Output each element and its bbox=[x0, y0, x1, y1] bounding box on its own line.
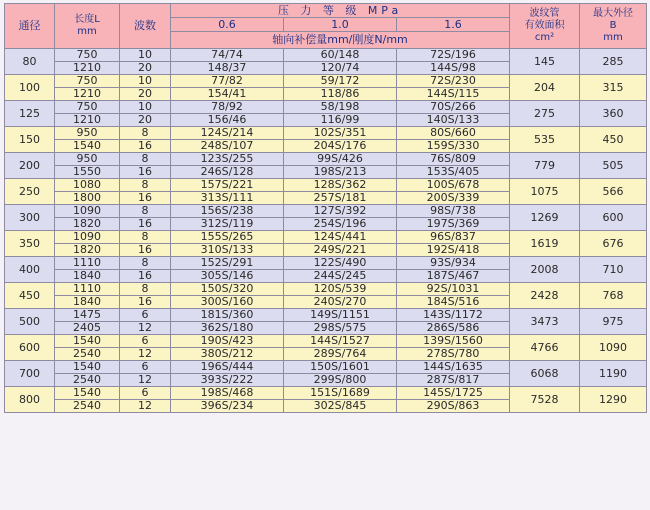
cell-dn: 100 bbox=[5, 75, 55, 101]
cell-length: 1540 bbox=[55, 361, 120, 374]
cell-waves: 10 bbox=[120, 75, 171, 88]
cell-dn: 500 bbox=[5, 309, 55, 335]
cell-dn: 400 bbox=[5, 257, 55, 283]
cell-dn: 200 bbox=[5, 153, 55, 179]
od-title: 最大外径 bbox=[593, 8, 634, 19]
cell-p06: 150S/320 bbox=[171, 283, 284, 296]
cell-p10: 128S/362 bbox=[284, 179, 397, 192]
cell-p06: 380S/212 bbox=[171, 348, 284, 361]
cell-p10: 302S/845 bbox=[284, 400, 397, 413]
cell-p16: 140S/133 bbox=[397, 114, 510, 127]
cell-waves: 8 bbox=[120, 205, 171, 218]
cell-dn: 300 bbox=[5, 205, 55, 231]
area-title-2: 有效面积 bbox=[524, 20, 565, 31]
cell-p10: 59/172 bbox=[284, 75, 397, 88]
stiffness-header: 轴向补偿量mm/刚度N/mm bbox=[171, 32, 510, 49]
cell-length: 1800 bbox=[55, 192, 120, 205]
table-row bbox=[5, 361, 647, 374]
cell-waves: 8 bbox=[120, 179, 171, 192]
cell-p06: 156/46 bbox=[171, 114, 284, 127]
od-symbol: B bbox=[609, 20, 617, 31]
cell-p06: 78/92 bbox=[171, 101, 284, 114]
cell-p16: 96S/837 bbox=[397, 231, 510, 244]
table-body bbox=[5, 49, 647, 413]
cell-p10: 244S/245 bbox=[284, 270, 397, 283]
cell-max-od: 505 bbox=[580, 153, 647, 179]
cell-effective-area: 1269 bbox=[510, 205, 580, 231]
cell-dn: 125 bbox=[5, 101, 55, 127]
cell-p10: 257S/181 bbox=[284, 192, 397, 205]
cell-p16: 290S/863 bbox=[397, 400, 510, 413]
cell-p16: 139S/1560 bbox=[397, 335, 510, 348]
cell-max-od: 600 bbox=[580, 205, 647, 231]
cell-p16: 200S/339 bbox=[397, 192, 510, 205]
cell-effective-area: 204 bbox=[510, 75, 580, 101]
cell-waves: 20 bbox=[120, 88, 171, 101]
length-label: 长度L bbox=[74, 14, 100, 25]
cell-max-od: 566 bbox=[580, 179, 647, 205]
cell-p16: 100S/678 bbox=[397, 179, 510, 192]
cell-dn: 600 bbox=[5, 335, 55, 361]
cell-waves: 6 bbox=[120, 361, 171, 374]
cell-length: 1840 bbox=[55, 270, 120, 283]
col-header-effective-area bbox=[510, 4, 580, 49]
cell-p10: 198S/213 bbox=[284, 166, 397, 179]
cell-dn: 800 bbox=[5, 387, 55, 413]
table-row bbox=[5, 231, 647, 244]
cell-waves: 8 bbox=[120, 153, 171, 166]
cell-waves: 16 bbox=[120, 218, 171, 231]
od-unit: mm bbox=[603, 32, 623, 43]
cell-max-od: 710 bbox=[580, 257, 647, 283]
cell-p06: 396S/234 bbox=[171, 400, 284, 413]
cell-p06: 190S/423 bbox=[171, 335, 284, 348]
cell-length: 1820 bbox=[55, 218, 120, 231]
cell-waves: 16 bbox=[120, 166, 171, 179]
table-row bbox=[5, 179, 647, 192]
cell-p16: 197S/369 bbox=[397, 218, 510, 231]
cell-waves: 16 bbox=[120, 270, 171, 283]
col-header-max-od bbox=[580, 4, 647, 49]
cell-p06: 362S/180 bbox=[171, 322, 284, 335]
cell-max-od: 676 bbox=[580, 231, 647, 257]
cell-waves: 12 bbox=[120, 348, 171, 361]
cell-waves: 10 bbox=[120, 101, 171, 114]
cell-p10: 116/99 bbox=[284, 114, 397, 127]
cell-p10: 151S/1689 bbox=[284, 387, 397, 400]
cell-length: 1090 bbox=[55, 231, 120, 244]
length-unit: mm bbox=[77, 26, 97, 37]
cell-p16: 153S/405 bbox=[397, 166, 510, 179]
table-header bbox=[5, 4, 647, 49]
cell-p10: 254S/196 bbox=[284, 218, 397, 231]
cell-effective-area: 1619 bbox=[510, 231, 580, 257]
cell-max-od: 975 bbox=[580, 309, 647, 335]
cell-length: 2540 bbox=[55, 400, 120, 413]
cell-max-od: 360 bbox=[580, 101, 647, 127]
cell-waves: 10 bbox=[120, 49, 171, 62]
pressure-grade-header: 压 力 等 级 MPa bbox=[171, 4, 510, 18]
cell-effective-area: 2428 bbox=[510, 283, 580, 309]
cell-waves: 12 bbox=[120, 374, 171, 387]
cell-length: 1540 bbox=[55, 140, 120, 153]
cell-p10: 60/148 bbox=[284, 49, 397, 62]
cell-p10: 150S/1601 bbox=[284, 361, 397, 374]
cell-p06: 152S/291 bbox=[171, 257, 284, 270]
table-row bbox=[5, 309, 647, 322]
cell-p06: 198S/468 bbox=[171, 387, 284, 400]
cell-length: 1540 bbox=[55, 335, 120, 348]
cell-effective-area: 4766 bbox=[510, 335, 580, 361]
cell-length: 1210 bbox=[55, 88, 120, 101]
cell-p16: 286S/586 bbox=[397, 322, 510, 335]
cell-dn: 450 bbox=[5, 283, 55, 309]
col-header-dn: 通径 bbox=[5, 4, 55, 49]
cell-dn: 700 bbox=[5, 361, 55, 387]
cell-p06: 248S/107 bbox=[171, 140, 284, 153]
cell-max-od: 1290 bbox=[580, 387, 647, 413]
table-row bbox=[5, 205, 647, 218]
table-row bbox=[5, 127, 647, 140]
cell-p10: 122S/490 bbox=[284, 257, 397, 270]
cell-length: 1210 bbox=[55, 114, 120, 127]
cell-length: 1110 bbox=[55, 283, 120, 296]
cell-p16: 144S/98 bbox=[397, 62, 510, 75]
cell-p16: 70S/266 bbox=[397, 101, 510, 114]
table-row bbox=[5, 101, 647, 114]
table-row bbox=[5, 153, 647, 166]
cell-dn: 350 bbox=[5, 231, 55, 257]
cell-length: 950 bbox=[55, 153, 120, 166]
cell-p10: 120/74 bbox=[284, 62, 397, 75]
cell-length: 1550 bbox=[55, 166, 120, 179]
cell-effective-area: 275 bbox=[510, 101, 580, 127]
cell-length: 1475 bbox=[55, 309, 120, 322]
cell-length: 1110 bbox=[55, 257, 120, 270]
cell-p10: 149S/1151 bbox=[284, 309, 397, 322]
cell-p16: 287S/817 bbox=[397, 374, 510, 387]
cell-p10: 118/86 bbox=[284, 88, 397, 101]
cell-p16: 143S/1172 bbox=[397, 309, 510, 322]
cell-p16: 184S/516 bbox=[397, 296, 510, 309]
pressure-1-6: 1.6 bbox=[397, 18, 510, 32]
cell-p16: 80S/660 bbox=[397, 127, 510, 140]
cell-p06: 300S/160 bbox=[171, 296, 284, 309]
cell-p16: 278S/780 bbox=[397, 348, 510, 361]
table-row bbox=[5, 283, 647, 296]
bellows-spec-table bbox=[4, 3, 647, 413]
cell-p06: 155S/265 bbox=[171, 231, 284, 244]
cell-dn: 80 bbox=[5, 49, 55, 75]
cell-p06: 123S/255 bbox=[171, 153, 284, 166]
cell-waves: 8 bbox=[120, 231, 171, 244]
cell-waves: 16 bbox=[120, 296, 171, 309]
cell-p06: 154/41 bbox=[171, 88, 284, 101]
table-row bbox=[5, 49, 647, 62]
cell-p10: 299S/800 bbox=[284, 374, 397, 387]
pressure-1-0: 1.0 bbox=[284, 18, 397, 32]
area-unit: cm² bbox=[534, 32, 555, 43]
cell-max-od: 1090 bbox=[580, 335, 647, 361]
table-row bbox=[5, 75, 647, 88]
cell-p16: 72S/196 bbox=[397, 49, 510, 62]
cell-p06: 181S/360 bbox=[171, 309, 284, 322]
table-row bbox=[5, 335, 647, 348]
cell-p10: 58/198 bbox=[284, 101, 397, 114]
cell-waves: 6 bbox=[120, 335, 171, 348]
cell-p10: 240S/270 bbox=[284, 296, 397, 309]
cell-dn: 150 bbox=[5, 127, 55, 153]
cell-p16: 92S/1031 bbox=[397, 283, 510, 296]
cell-effective-area: 3473 bbox=[510, 309, 580, 335]
cell-effective-area: 6068 bbox=[510, 361, 580, 387]
table-row bbox=[5, 257, 647, 270]
cell-length: 2540 bbox=[55, 348, 120, 361]
cell-p16: 98S/738 bbox=[397, 205, 510, 218]
cell-effective-area: 2008 bbox=[510, 257, 580, 283]
cell-p16: 145S/1725 bbox=[397, 387, 510, 400]
cell-p16: 93S/934 bbox=[397, 257, 510, 270]
cell-waves: 6 bbox=[120, 387, 171, 400]
col-header-waves: 波数 bbox=[120, 4, 171, 49]
cell-waves: 6 bbox=[120, 309, 171, 322]
cell-max-od: 768 bbox=[580, 283, 647, 309]
cell-length: 750 bbox=[55, 49, 120, 62]
cell-p10: 102S/351 bbox=[284, 127, 397, 140]
cell-waves: 20 bbox=[120, 62, 171, 75]
cell-p06: 246S/128 bbox=[171, 166, 284, 179]
cell-p16: 144S/115 bbox=[397, 88, 510, 101]
cell-length: 1080 bbox=[55, 179, 120, 192]
cell-length: 750 bbox=[55, 101, 120, 114]
cell-waves: 16 bbox=[120, 140, 171, 153]
cell-p06: 156S/238 bbox=[171, 205, 284, 218]
cell-p06: 393S/222 bbox=[171, 374, 284, 387]
cell-length: 1090 bbox=[55, 205, 120, 218]
cell-waves: 16 bbox=[120, 244, 171, 257]
cell-max-od: 315 bbox=[580, 75, 647, 101]
cell-waves: 8 bbox=[120, 257, 171, 270]
cell-p06: 310S/133 bbox=[171, 244, 284, 257]
cell-length: 1820 bbox=[55, 244, 120, 257]
cell-p06: 305S/146 bbox=[171, 270, 284, 283]
cell-p10: 99S/426 bbox=[284, 153, 397, 166]
cell-p16: 159S/330 bbox=[397, 140, 510, 153]
cell-length: 750 bbox=[55, 75, 120, 88]
cell-effective-area: 145 bbox=[510, 49, 580, 75]
cell-p06: 313S/111 bbox=[171, 192, 284, 205]
col-header-length bbox=[55, 4, 120, 49]
cell-length: 2405 bbox=[55, 322, 120, 335]
cell-max-od: 285 bbox=[580, 49, 647, 75]
cell-length: 1210 bbox=[55, 62, 120, 75]
cell-effective-area: 779 bbox=[510, 153, 580, 179]
cell-p16: 187S/467 bbox=[397, 270, 510, 283]
cell-effective-area: 1075 bbox=[510, 179, 580, 205]
cell-effective-area: 7528 bbox=[510, 387, 580, 413]
cell-waves: 8 bbox=[120, 283, 171, 296]
cell-max-od: 450 bbox=[580, 127, 647, 153]
cell-p10: 249S/221 bbox=[284, 244, 397, 257]
cell-waves: 12 bbox=[120, 322, 171, 335]
area-title-1: 波纹管 bbox=[529, 8, 560, 19]
table-row bbox=[5, 387, 647, 400]
cell-p10: 127S/392 bbox=[284, 205, 397, 218]
cell-p06: 124S/214 bbox=[171, 127, 284, 140]
cell-p10: 120S/539 bbox=[284, 283, 397, 296]
cell-length: 950 bbox=[55, 127, 120, 140]
cell-p06: 157S/221 bbox=[171, 179, 284, 192]
cell-waves: 16 bbox=[120, 192, 171, 205]
cell-p10: 289S/764 bbox=[284, 348, 397, 361]
cell-p06: 148/37 bbox=[171, 62, 284, 75]
cell-effective-area: 535 bbox=[510, 127, 580, 153]
cell-p10: 124S/441 bbox=[284, 231, 397, 244]
cell-waves: 8 bbox=[120, 127, 171, 140]
cell-p16: 144S/1635 bbox=[397, 361, 510, 374]
cell-p16: 72S/230 bbox=[397, 75, 510, 88]
cell-p16: 76S/809 bbox=[397, 153, 510, 166]
cell-length: 2540 bbox=[55, 374, 120, 387]
cell-p06: 77/82 bbox=[171, 75, 284, 88]
cell-p06: 74/74 bbox=[171, 49, 284, 62]
cell-p06: 196S/444 bbox=[171, 361, 284, 374]
cell-waves: 12 bbox=[120, 400, 171, 413]
cell-p10: 144S/1527 bbox=[284, 335, 397, 348]
cell-max-od: 1190 bbox=[580, 361, 647, 387]
cell-p10: 204S/176 bbox=[284, 140, 397, 153]
cell-p06: 312S/119 bbox=[171, 218, 284, 231]
cell-length: 1840 bbox=[55, 296, 120, 309]
cell-dn: 250 bbox=[5, 179, 55, 205]
cell-p16: 192S/418 bbox=[397, 244, 510, 257]
cell-p10: 298S/575 bbox=[284, 322, 397, 335]
cell-waves: 20 bbox=[120, 114, 171, 127]
cell-length: 1540 bbox=[55, 387, 120, 400]
pressure-0-6: 0.6 bbox=[171, 18, 284, 32]
